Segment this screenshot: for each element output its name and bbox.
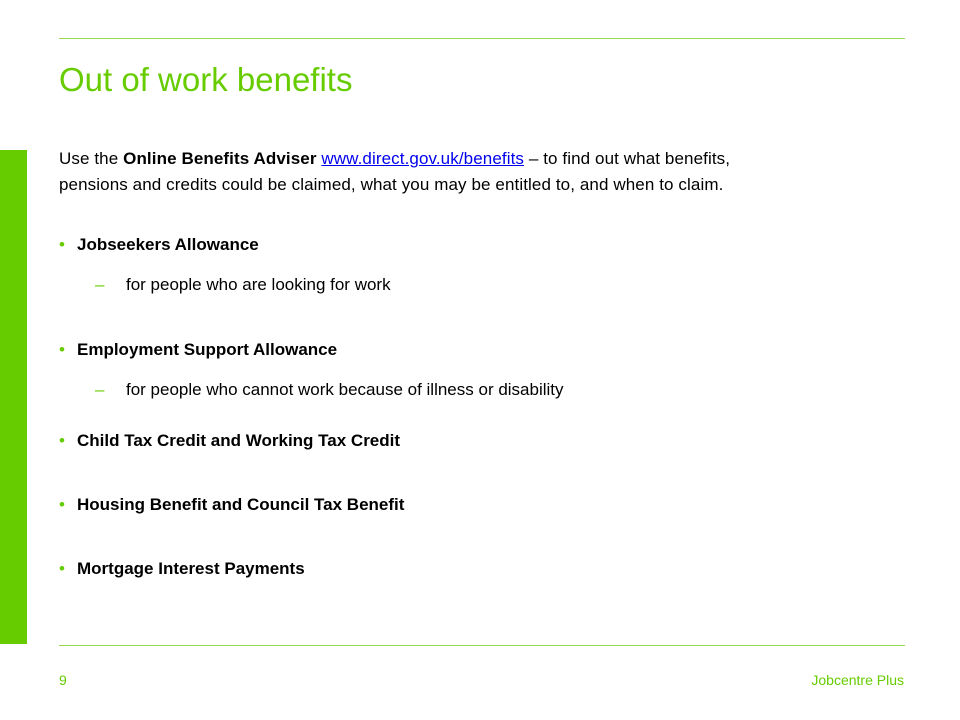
list-item-label: Jobseekers Allowance — [77, 235, 259, 254]
bullet-icon: • — [59, 495, 65, 514]
benefits-link[interactable]: www.direct.gov.uk/benefits — [321, 149, 525, 168]
list-item-label: Child Tax Credit and Working Tax Credit — [77, 431, 401, 450]
page-number: 9 — [59, 672, 67, 688]
sub-item-text: for people who are looking for work — [126, 275, 391, 294]
list-item-tax-credits — [59, 430, 400, 452]
bullet-icon: • — [59, 235, 65, 254]
list-item-label: Employment Support Allowance — [77, 340, 338, 359]
slide-title: Out of work benefits — [59, 61, 353, 98]
list-item-housing-benefit — [59, 494, 404, 516]
intro-suffix: – to find out what benefits, — [524, 149, 731, 168]
list-item-employment-support — [59, 339, 337, 361]
bottom-divider — [59, 645, 905, 646]
list-item-mortgage-interest — [59, 558, 305, 580]
left-accent-bar — [0, 150, 27, 644]
sub-item-jobseekers — [95, 274, 391, 296]
bullet-icon: • — [59, 431, 65, 450]
list-item-label: Mortgage Interest Payments — [77, 559, 305, 578]
intro-prefix: Use the — [59, 149, 124, 168]
intro-paragraph — [59, 146, 909, 198]
footer-brand: Jobcentre Plus — [811, 672, 904, 688]
bullet-icon: • — [59, 559, 65, 578]
sub-item-employment-support — [95, 379, 564, 401]
dash-icon: – — [95, 380, 105, 399]
top-divider — [59, 38, 905, 39]
dash-icon: – — [95, 275, 105, 294]
sub-item-text: for people who cannot work because of illness or disability — [126, 380, 564, 399]
list-item-jobseekers — [59, 234, 259, 256]
list-item-label: Housing Benefit and Council Tax Benefit — [77, 495, 405, 514]
intro-bold-term: Online Benefits Adviser — [123, 149, 317, 168]
bullet-icon: • — [59, 340, 65, 359]
intro-line-2: pensions and credits could be claimed, what you may be entitled to, and when to claim. — [59, 175, 724, 194]
